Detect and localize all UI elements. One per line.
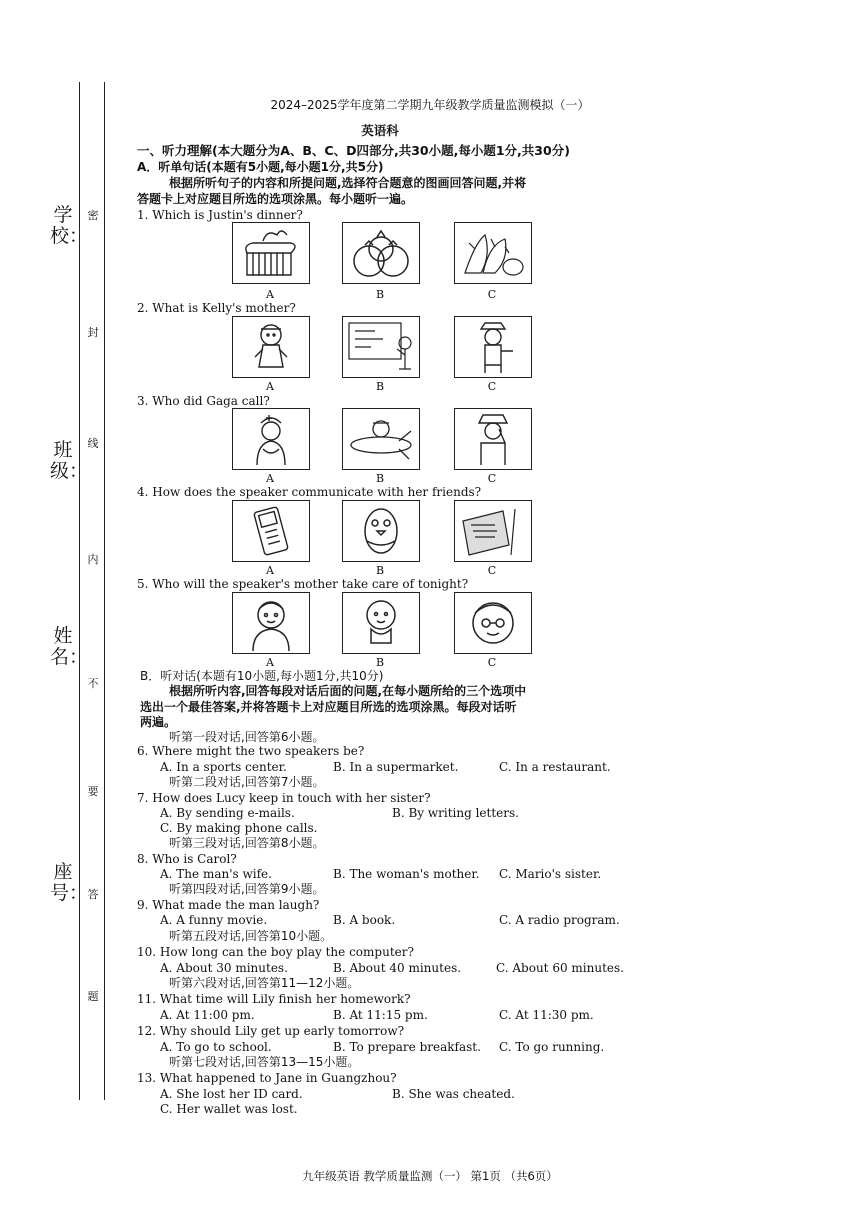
seal-char: 题 (87, 990, 99, 1003)
option-letter: A (266, 564, 274, 577)
option-a: A. At 11:00 pm. (160, 1008, 255, 1022)
part-b-instruction: 根据所听内容,回答每段对话后面的问题,在每小题所给的三个选项中 (169, 684, 527, 698)
question-12: 12. Why should Lily get up early tomorrow? (137, 1024, 405, 1038)
option-c: C. About 60 minutes. (496, 961, 624, 975)
police-officer-icon (454, 408, 532, 470)
tomatoes-icon (342, 222, 420, 284)
option-letter: C (487, 656, 497, 669)
part-a-instruction: 答题卡上对应题目所选的选项涂黑。每小题听一遍。 (137, 192, 414, 206)
section-heading: 一、听力理解(本大题分为A、B、C、D四部分,共30小题,每小题1分,共30分) (137, 143, 570, 158)
option-letter: B (375, 564, 385, 577)
option-c: C. Mario's sister. (499, 867, 602, 881)
seal-char: 线 (87, 437, 99, 450)
option-letter: A (266, 380, 274, 393)
school-field-label: 学校： (50, 204, 89, 247)
option-c: C. At 11:30 pm. (499, 1008, 594, 1022)
mobile-phone-icon (232, 500, 310, 562)
question-9: 9. What made the man laugh? (137, 898, 320, 912)
option-a: A. A funny movie. (160, 913, 268, 927)
option-letter: A (266, 656, 274, 669)
nurse-icon (232, 316, 310, 378)
option-b: B. She was cheated. (392, 1087, 515, 1101)
option-letter: B (375, 380, 385, 393)
pilot-plane-icon (342, 408, 420, 470)
question-7: 7. How does Lucy keep in touch with her sister? (137, 791, 431, 805)
class-field-label: 班级： (50, 439, 89, 482)
option-c: C. Her wallet was lost. (160, 1102, 298, 1116)
option-c: C. A radio program. (499, 913, 620, 927)
option-b: B. To prepare breakfast. (333, 1040, 481, 1054)
qq-penguin-icon (342, 500, 420, 562)
seal-char: 不 (87, 677, 99, 690)
dialog-note: 听第一段对话,回答第6小题。 (169, 730, 325, 744)
dialog-note: 听第五段对话,回答第10小题。 (169, 929, 333, 943)
question-6: 6. Where might the two speakers be? (137, 744, 365, 758)
option-letter: B (375, 288, 385, 301)
boy-icon (232, 592, 310, 654)
baby-icon (342, 592, 420, 654)
option-letter: C (487, 380, 497, 393)
question-11: 11. What time will Lily finish her homework? (137, 992, 411, 1006)
option-a: A. In a sports center. (160, 760, 287, 774)
part-b-heading: B．听对话(本题有10小题,每小题1分,共10分) (140, 669, 384, 683)
question-8: 8. Who is Carol? (137, 852, 237, 866)
part-b-instruction: 两遍。 (140, 715, 177, 729)
option-b: B. In a supermarket. (333, 760, 459, 774)
letter-pen-icon (454, 500, 532, 562)
question-10: 10. How long can the boy play the computer? (137, 945, 414, 959)
dialog-note: 听第四段对话,回答第9小题。 (169, 882, 325, 896)
question-13: 13. What happened to Jane in Guangzhou? (137, 1071, 397, 1085)
option-letter: C (487, 288, 497, 301)
option-b: B. About 40 minutes. (333, 961, 462, 975)
question-3: 3. Who did Gaga call? (137, 394, 270, 408)
question-4: 4. How does the speaker communicate with her friends? (137, 485, 482, 499)
part-a-heading: A．听单句话(本题有5小题,每小题1分,共5分) (137, 160, 384, 174)
option-a: A. She lost her ID card. (160, 1087, 303, 1101)
option-c: C. To go running. (499, 1040, 605, 1054)
option-letter: B (375, 656, 385, 669)
option-b: B. A book. (333, 913, 396, 927)
option-letter: C (487, 472, 497, 485)
seal-char: 密 (87, 209, 99, 222)
option-a: A. To go to school. (160, 1040, 272, 1054)
dialog-note: 听第二段对话,回答第7小题。 (169, 775, 325, 789)
subject-title: 英语科 (361, 123, 399, 138)
name-field-label: 姓名： (50, 625, 89, 668)
option-b: B. At 11:15 pm. (333, 1008, 428, 1022)
option-letter: A (266, 288, 274, 301)
dialog-note: 听第七段对话,回答第13—15小题。 (169, 1055, 360, 1069)
question-1: 1. Which is Justin's dinner? (137, 208, 303, 222)
option-b: B. The woman's mother. (333, 867, 480, 881)
option-letter: B (375, 472, 385, 485)
page-footer: 九年级英语 教学质量监测（一） 第1页 （共6页） (302, 1169, 558, 1183)
part-b-instruction: 选出一个最佳答案,并将答题卡上对应题目所选的选项涂黑。每段对话听 (140, 700, 517, 714)
question-2: 2. What is Kelly's mother? (137, 301, 296, 315)
seal-char: 要 (87, 785, 99, 798)
doctor-icon (232, 408, 310, 470)
option-c: C. By making phone calls. (160, 821, 318, 835)
exam-title: 2024–2025学年度第二学期九年级教学质量监测模拟（一） (270, 98, 590, 112)
part-a-instruction: 根据所听句子的内容和所提问题,选择符合题意的图画回答问题,并将 (169, 176, 527, 190)
policeman-icon (454, 316, 532, 378)
option-a: A. About 30 minutes. (160, 961, 288, 975)
seal-char: 答 (87, 888, 99, 901)
option-a: A. By sending e-mails. (160, 806, 295, 820)
option-a: A. The man's wife. (160, 867, 272, 881)
teacher-blackboard-icon (342, 316, 420, 378)
dialog-note: 听第六段对话,回答第11—12小题。 (169, 976, 360, 990)
bread-icon (232, 222, 310, 284)
option-b: B. By writing letters. (392, 806, 519, 820)
vegetables-icon (454, 222, 532, 284)
seal-char: 内 (87, 553, 99, 566)
seat-field-label: 座号： (50, 861, 89, 904)
option-letter: C (487, 564, 497, 577)
grandmother-icon (454, 592, 532, 654)
option-letter: A (266, 472, 274, 485)
seal-char: 封 (87, 326, 99, 339)
dialog-note: 听第三段对话,回答第8小题。 (169, 836, 325, 850)
question-5: 5. Who will the speaker's mother take care of tonight? (137, 577, 469, 591)
option-c: C. In a restaurant. (499, 760, 611, 774)
